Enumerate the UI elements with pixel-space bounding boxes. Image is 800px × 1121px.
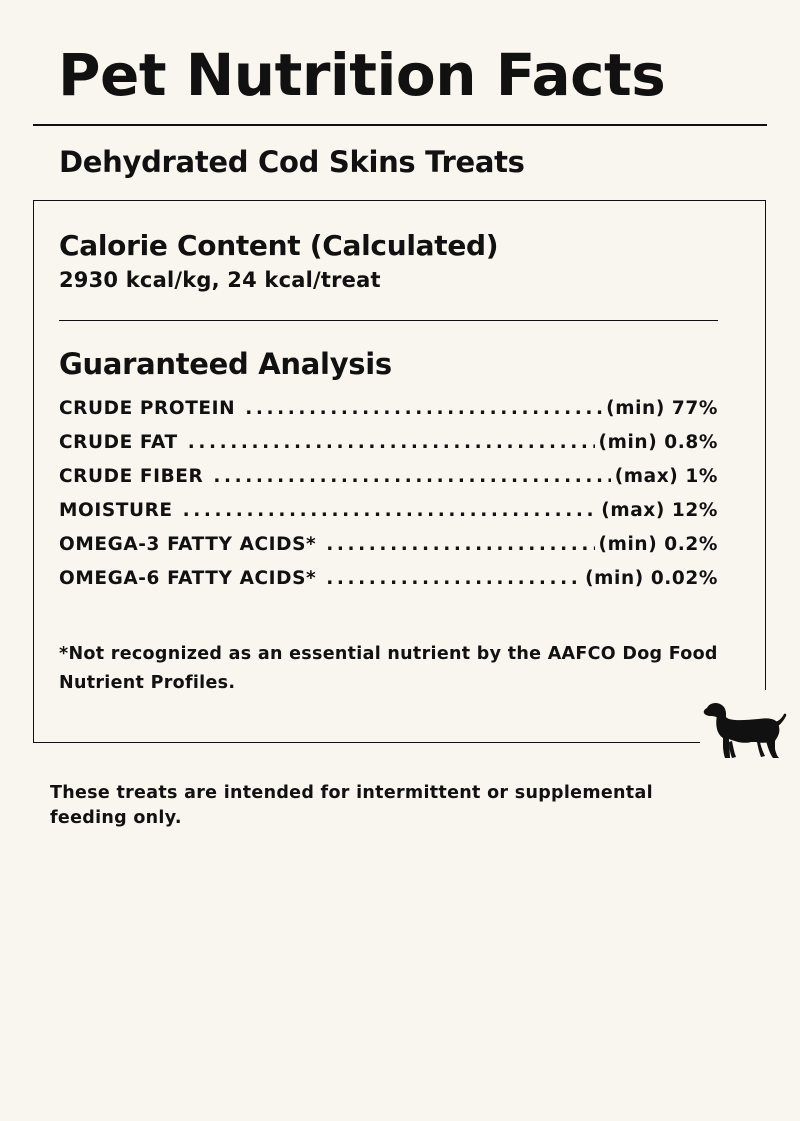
- analysis-nutrient-value: (min) 77%: [606, 398, 718, 419]
- page-title: Pet Nutrition Facts: [58, 41, 666, 109]
- panel-divider: [59, 320, 718, 321]
- dog-silhouette-icon: [702, 700, 788, 762]
- analysis-nutrient-value: (min) 0.02%: [585, 568, 718, 589]
- analysis-nutrient-value: (min) 0.2%: [598, 534, 718, 555]
- guaranteed-analysis-heading: Guaranteed Analysis: [59, 347, 392, 381]
- analysis-nutrient-name: CRUDE FIBER: [59, 466, 204, 487]
- analysis-nutrient-name: OMEGA-3 FATTY ACIDS*: [59, 534, 317, 555]
- analysis-nutrient-name: CRUDE FAT: [59, 432, 178, 453]
- analysis-row-omega-6: [59, 562, 718, 596]
- feeding-disclaimer: These treats are intended for intermittent or supplemental feeding only.: [50, 783, 653, 828]
- analysis-row-crude-fat: [59, 426, 718, 460]
- analysis-row-moisture: [59, 494, 718, 528]
- title-divider: [33, 124, 767, 126]
- analysis-row-crude-fiber: [59, 460, 718, 494]
- dot-leader: [213, 460, 610, 494]
- dot-leader: [183, 494, 598, 528]
- analysis-nutrient-value: (min) 0.8%: [598, 432, 718, 453]
- product-name: Dehydrated Cod Skins Treats: [59, 145, 525, 179]
- guaranteed-analysis-list: [59, 392, 718, 596]
- analysis-nutrient-name: MOISTURE: [59, 500, 173, 521]
- calorie-content-heading: Calorie Content (Calculated): [59, 229, 499, 262]
- analysis-nutrient-name: CRUDE PROTEIN: [59, 398, 236, 419]
- aafco-footnote: *Not recognized as an essential nutrient by the AAFCO Dog Food Nutrient Profiles.: [59, 644, 718, 693]
- analysis-nutrient-value: (max) 1%: [614, 466, 718, 487]
- analysis-row-crude-protein: [59, 392, 718, 426]
- dot-leader: [326, 562, 581, 596]
- analysis-nutrient-value: (max) 12%: [601, 500, 718, 521]
- dot-leader: [326, 528, 594, 562]
- analysis-row-omega-3: [59, 528, 718, 562]
- dot-leader: [245, 392, 602, 426]
- dot-leader: [188, 426, 595, 460]
- calorie-content-value: 2930 kcal/kg, 24 kcal/treat: [59, 268, 381, 292]
- analysis-nutrient-name: OMEGA-6 FATTY ACIDS*: [59, 568, 317, 589]
